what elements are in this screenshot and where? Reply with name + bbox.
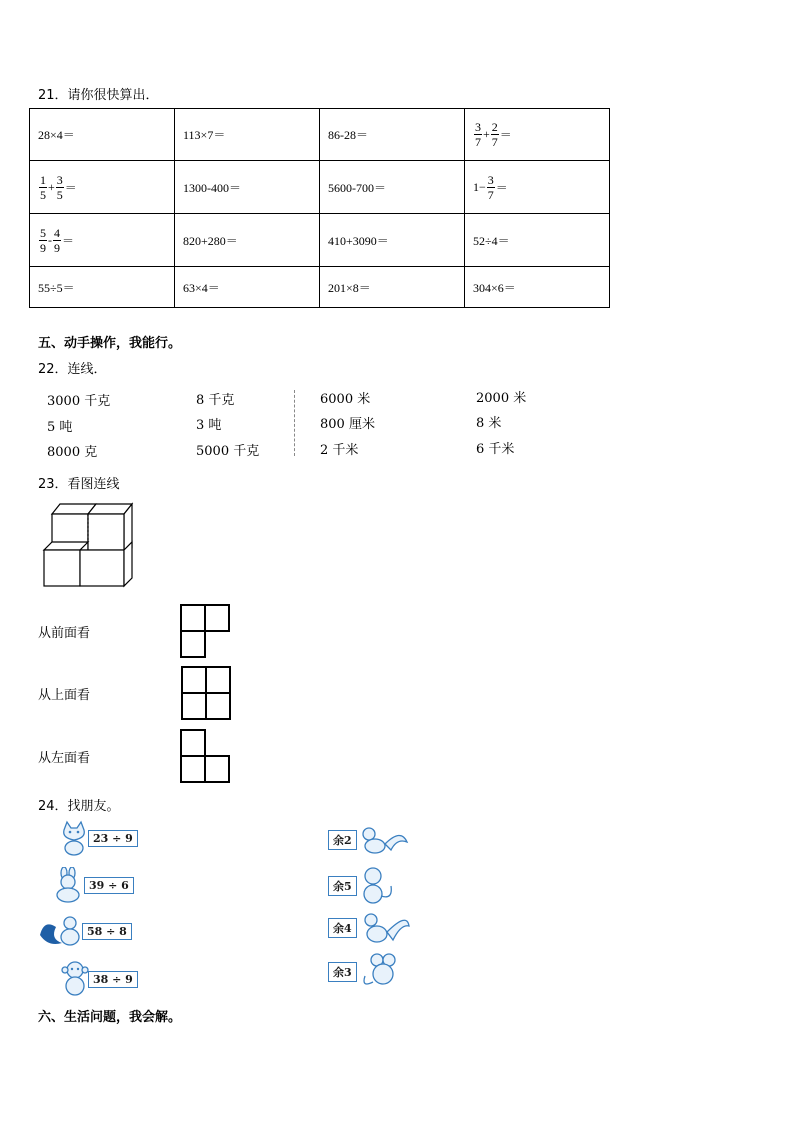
- calc-cell[interactable]: 410+3090＝: [320, 214, 465, 267]
- squirrel-icon: [38, 913, 86, 949]
- calc-cell[interactable]: 201×8＝: [320, 267, 465, 308]
- view-label-left[interactable]: 从左面看: [38, 751, 91, 766]
- division-card: 58 ÷ 8: [82, 923, 132, 940]
- view-label-front[interactable]: 从前面看: [38, 626, 91, 641]
- conv-item[interactable]: 5 吨: [47, 420, 73, 435]
- conv-item[interactable]: 8 米: [476, 416, 502, 431]
- friend-right[interactable]: [328, 910, 411, 946]
- conv-item[interactable]: 800 厘米: [320, 417, 375, 432]
- q21-title: 21．请你很快算出．: [38, 88, 159, 103]
- remainder-card: 余2: [328, 830, 357, 850]
- q24-title: 24．找朋友。: [38, 799, 120, 814]
- cube-solid-figure: [38, 498, 134, 594]
- conv-item[interactable]: 6 千米: [476, 442, 515, 457]
- calc-cell[interactable]: 5600-700＝: [320, 161, 465, 214]
- remainder-card: 余4: [328, 918, 357, 938]
- calc-cell-fraction[interactable]: $\frac{1}{5}$ + $\frac{3}{5}$ ＝: [30, 161, 175, 214]
- calc-cell[interactable]: 113×7＝: [175, 109, 320, 161]
- view-label-top[interactable]: 从上面看: [38, 688, 91, 703]
- division-card: 23 ÷ 9: [88, 830, 138, 847]
- fraction: $\frac{3}{7}$: [475, 120, 481, 149]
- fraction: $\frac{5}{9}$: [40, 225, 46, 255]
- conv-item[interactable]: 2 千米: [320, 443, 359, 458]
- friend-right[interactable]: [328, 866, 397, 906]
- fraction: $\frac{3}{5}$: [56, 172, 63, 202]
- squirrel-icon: [357, 824, 409, 856]
- division-card: 39 ÷ 6: [84, 877, 134, 894]
- fraction: $\frac{3}{7}$: [487, 172, 494, 202]
- calc-cell[interactable]: 63×4＝: [175, 267, 320, 308]
- calc-cell[interactable]: 1300-400＝: [175, 161, 320, 214]
- cat-icon: [58, 820, 90, 856]
- divider: [294, 390, 295, 456]
- calc-cell[interactable]: 304×6＝: [465, 267, 610, 308]
- fraction: $\frac{4}{9}$: [54, 225, 60, 255]
- friend-left[interactable]: [38, 913, 132, 949]
- friend-left[interactable]: [60, 960, 138, 998]
- friend-left[interactable]: [58, 820, 138, 856]
- calc-cell[interactable]: 820+280＝: [175, 214, 320, 267]
- remainder-card: 余3: [328, 962, 357, 982]
- monkey-icon: [60, 960, 90, 998]
- monkey-icon: [357, 866, 397, 906]
- calc-cell[interactable]: 86-28＝: [320, 109, 465, 161]
- conv-item[interactable]: 6000 米: [320, 392, 371, 407]
- section-5-heading: 五、动手操作，我能行。: [38, 336, 182, 351]
- friend-left[interactable]: [50, 867, 134, 903]
- friend-right[interactable]: [328, 824, 409, 856]
- conv-item[interactable]: 5000 千克: [196, 444, 260, 459]
- calc-cell[interactable]: 52÷4＝: [465, 214, 610, 267]
- rabbit-icon: [50, 867, 86, 903]
- calc-cell[interactable]: 55÷5＝: [30, 267, 175, 308]
- calc-cell-fraction[interactable]: 1− $\frac{3}{7}$ ＝: [465, 161, 610, 214]
- conv-item[interactable]: 8000 克: [47, 445, 98, 460]
- fraction: $\frac{1}{5}$: [40, 172, 46, 202]
- calc-cell-fraction[interactable]: $\frac{3}{7}$ + $\frac{2}{7}$ ＝: [465, 109, 610, 161]
- calc-cell-fraction[interactable]: $\frac{5}{9}$ - $\frac{4}{9}$ ＝: [30, 214, 175, 267]
- calc-cell[interactable]: 28×4＝: [30, 109, 175, 161]
- conv-item[interactable]: 3 吨: [196, 418, 222, 433]
- friend-right[interactable]: [328, 952, 403, 992]
- q23-title: 23．看图连线: [38, 477, 120, 492]
- division-card: 38 ÷ 9: [88, 971, 138, 988]
- calc-table: [29, 108, 610, 308]
- view-shape-c[interactable]: [179, 728, 231, 784]
- conv-item[interactable]: 2000 米: [476, 391, 527, 406]
- mouse-icon: [357, 952, 403, 992]
- conv-item[interactable]: 8 千克: [196, 393, 235, 408]
- squirrel-icon: [357, 910, 411, 946]
- conv-item[interactable]: 3000 千克: [47, 394, 111, 409]
- view-shape-a[interactable]: [179, 603, 231, 659]
- section-6-heading: 六、生活问题，我会解。: [38, 1010, 182, 1025]
- q22-title: 22．连线．: [38, 362, 107, 377]
- remainder-card: 余5: [328, 876, 357, 896]
- view-shape-b[interactable]: [180, 665, 232, 721]
- fraction: $\frac{2}{7}$: [491, 120, 498, 149]
